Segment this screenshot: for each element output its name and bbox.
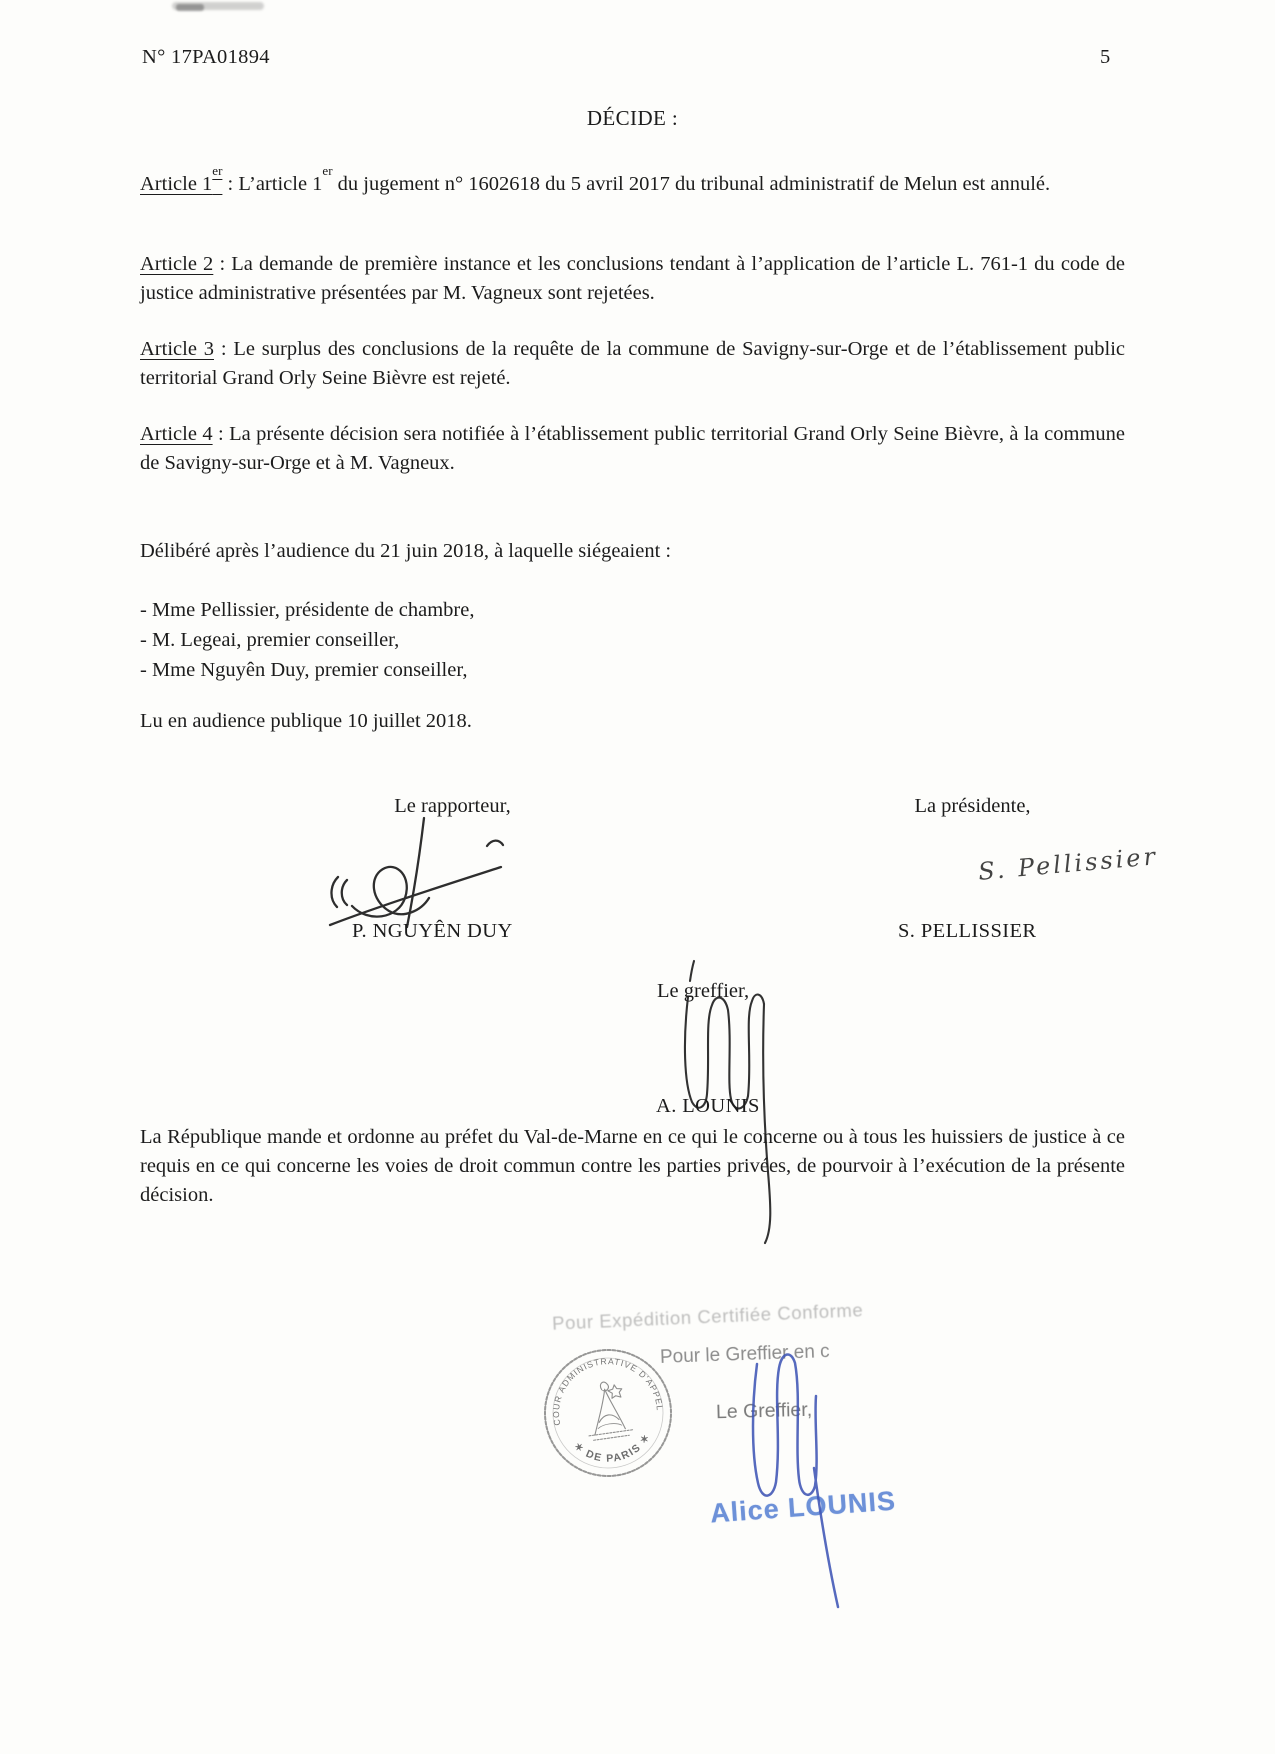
article-1-body-rest: du jugement n° 1602618 du 5 avril 2017 du tribunal administratif de Melun est annulé. [332, 172, 1051, 195]
greffier-name-stamp: Alice LOUNIS [709, 1485, 897, 1529]
presidente-name: S. PELLISSIER [898, 920, 1037, 942]
rapporteur-signature-ink [330, 818, 503, 927]
public-reading-line: Lu en audience publique 10 juillet 2018. [140, 710, 472, 732]
article-1-colon: : [222, 172, 239, 195]
decide-heading: DÉCIDE : [586, 106, 679, 130]
article-1-paragraph: Article 1er : L’article 1er du jugement n° 1602618 du 5 avril 2017 du tribunal administratif de Melun est annulé. [140, 163, 1051, 195]
certification-stamp-line1: Pour Expédition Certifiée Conforme [551, 1299, 864, 1334]
seal-text-top: COUR ADMINISTRATIVE D'APPEL [550, 1356, 666, 1427]
certification-stamp-line2: Pour le Greffier en c [659, 1341, 830, 1368]
article-4-label: Article 4 [140, 423, 213, 445]
deliberation-intro: Délibéré après l’audience du 21 juin 2018, à laquelle siégeaient : [140, 540, 672, 562]
scan-artifact [176, 4, 204, 11]
case-number: N° 17PA01894 [142, 46, 270, 68]
member-pellissier: - Mme Pellissier, présidente de chambre, [140, 599, 475, 621]
article-1-body: L’article 1 [238, 172, 323, 195]
svg-text:✶ DE PARIS ✶ [570, 1430, 656, 1470]
member-legeai: - M. Legeai, premier conseiller, [140, 629, 400, 651]
presidente-title: La présidente, [914, 795, 1031, 817]
page-number: 5 [1100, 46, 1111, 68]
court-seal [537, 1342, 679, 1484]
blue-greffier-signature-ink [753, 1354, 838, 1607]
article-4-paragraph: Article 4 : La présente décision sera notifiée à l’établissement public territorial Grand Orly Seine Bièvre, à la commune de Savigny-sur-Orge et à M. Vagneux. [140, 423, 1126, 474]
article-2-paragraph: Article 2 : La demande de première instance et les conclusions tendant à l’application de l’article L. 761-1 du code de justice administrative présentées par M. Vagneux sont rejetées. [140, 253, 1125, 304]
article-4-body: La présente décision sera notifiée à l’établissement public territorial Grand Orly Seine Bièvre, à la commune de Savigny-sur-Orge et à M. Vagneux. [140, 423, 1126, 474]
rapporteur-title: Le rapporteur, [394, 795, 511, 817]
svg-text:COUR ADMINISTRATIVE D'APPEL [544, 1349, 666, 1427]
article-3-label: Article 3 [140, 338, 214, 360]
certification-stamp-line3: Le Greffier, [715, 1398, 813, 1424]
seal-text-bottom: ✶ DE PARIS ✶ [571, 1431, 654, 1465]
article-3-body: Le surplus des conclusions de la requête de la commune de Savigny-sur-Orge et de l’établissement public territorial Grand Orly Seine Bièvre est rejeté. [140, 338, 1125, 389]
greffier-name: A. LOUNIS [656, 1095, 760, 1117]
member-nguyen-duy: - Mme Nguyên Duy, premier conseiller, [140, 659, 468, 681]
article-3-paragraph: Article 3 : Le surplus des conclusions de la requête de la commune de Savigny-sur-Orge et de l’établissement public territorial Grand Orly Seine Bièvre est rejeté. [140, 338, 1125, 389]
article-2-label: Article 2 [140, 253, 214, 275]
rapporteur-name: P. NGUYÊN DUY [352, 920, 513, 942]
presidente-handwritten-signature: S. Pellissier [977, 842, 1160, 886]
article-2-body: La demande de première instance et les conclusions tendant à l’application de l’article L. 761-1 du code de justice administrative présentées par M. Vagneux sont rejetées. [140, 253, 1125, 304]
deliberation-members [140, 595, 1125, 685]
article-1-label: Article 1er [140, 163, 223, 195]
execution-formula: La République mande et ordonne au préfet du Val-de-Marne en ce qui le concerne ou à tous les huissiers de justice à ce requis en ce qui concerne les voies de droit commun contre les parties privées, de pourvoir à l’exécution de la présente décision. [140, 1126, 1125, 1206]
greffier-title: Le greffier, [657, 980, 750, 1002]
seal-emblem [582, 1379, 633, 1441]
